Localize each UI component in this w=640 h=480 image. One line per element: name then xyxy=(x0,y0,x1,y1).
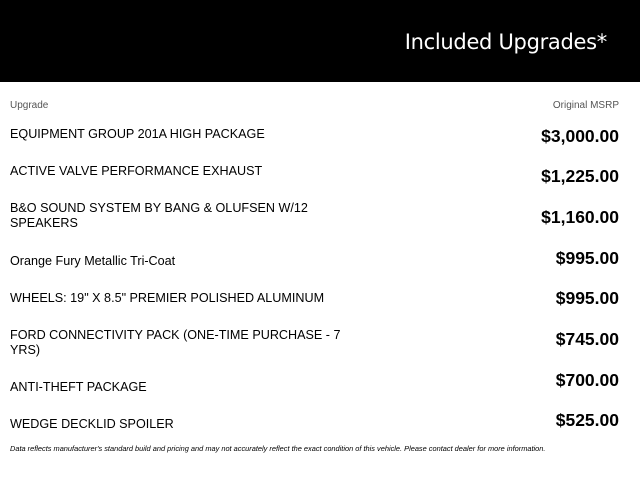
upgrade-price: $1,160.00 xyxy=(541,207,619,227)
upgrade-price: $995.00 xyxy=(555,288,619,308)
header-banner xyxy=(0,0,640,82)
upgrade-name: B&O SOUND SYSTEM BY BANG & OLUFSEN W/12 SPEAKERS xyxy=(10,201,308,230)
column-header-upgrade: Upgrade xyxy=(10,100,49,111)
upgrade-price: $3,000.00 xyxy=(541,126,619,146)
upgrade-price: $745.00 xyxy=(555,329,619,349)
upgrade-price: $995.00 xyxy=(555,248,619,268)
upgrade-name: ACTIVE VALVE PERFORMANCE EXHAUST xyxy=(10,164,263,178)
page-title: Included Upgrades* xyxy=(404,30,607,54)
upgrade-price: $1,225.00 xyxy=(541,166,619,186)
upgrade-name: EQUIPMENT GROUP 201A HIGH PACKAGE xyxy=(10,127,265,141)
upgrade-price: $525.00 xyxy=(555,410,619,430)
column-header-msrp: Original MSRP xyxy=(552,100,619,111)
upgrade-name: ANTI-THEFT PACKAGE xyxy=(10,380,147,394)
upgrade-name: WEDGE DECKLID SPOILER xyxy=(10,417,174,431)
disclaimer-text: Data reflects manufacturer's standard build and pricing and may not accurately reflect the exact condition of this vehicle. Please contact dealer for more information. xyxy=(10,444,546,453)
upgrade-price: $700.00 xyxy=(555,370,619,390)
upgrade-name: WHEELS: 19" X 8.5" PREMIER POLISHED ALUMINUM xyxy=(10,291,325,305)
upgrade-name: FORD CONNECTIVITY PACK (ONE-TIME PURCHASE - 7 YRS) xyxy=(10,328,341,357)
upgrade-name: Orange Fury Metallic Tri-Coat xyxy=(10,254,176,268)
